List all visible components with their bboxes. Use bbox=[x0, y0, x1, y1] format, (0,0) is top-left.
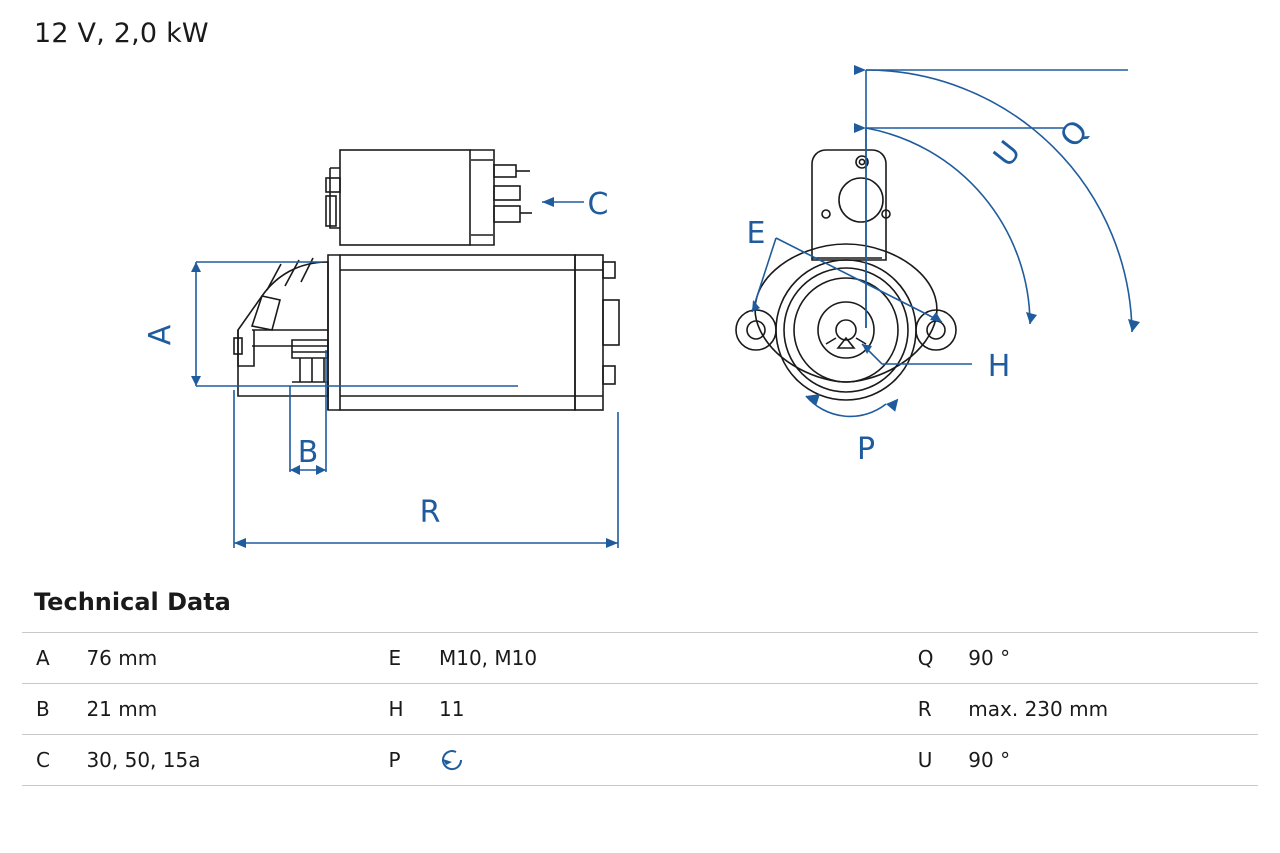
technical-data-heading: Technical Data bbox=[34, 588, 231, 616]
row-key-h: H bbox=[374, 684, 425, 735]
dimension-label-r: R bbox=[419, 495, 441, 530]
row-value-e: M10, M10 bbox=[425, 633, 904, 684]
dimension-label-u: U bbox=[986, 134, 1029, 174]
row-value-b: 21 mm bbox=[72, 684, 374, 735]
page-title: 12 V, 2,0 kW bbox=[34, 18, 209, 49]
technical-data-table bbox=[22, 632, 1258, 786]
row-value-a: 76 mm bbox=[72, 633, 374, 684]
dimension-label-p: P bbox=[856, 432, 876, 467]
table-row bbox=[22, 684, 1258, 735]
row-value-p bbox=[425, 735, 904, 786]
row-value-c: 30, 50, 15a bbox=[72, 735, 374, 786]
row-value-r: max. 230 mm bbox=[954, 684, 1258, 735]
row-value-h: 11 bbox=[425, 684, 904, 735]
row-key-c: C bbox=[22, 735, 72, 786]
dimension-label-h: H bbox=[987, 349, 1011, 384]
rotation-counterclockwise-icon bbox=[439, 747, 465, 773]
table-row bbox=[22, 735, 1258, 786]
dimension-label-b: B bbox=[297, 435, 319, 470]
row-value-u: 90 ° bbox=[954, 735, 1258, 786]
row-key-a: A bbox=[22, 633, 72, 684]
row-key-q: Q bbox=[904, 633, 955, 684]
row-key-r: R bbox=[904, 684, 955, 735]
dimension-label-c: C bbox=[587, 187, 609, 222]
row-key-p: P bbox=[374, 735, 425, 786]
dimension-label-q: Q bbox=[1053, 114, 1096, 155]
dimension-label-a: A bbox=[143, 324, 178, 346]
row-key-b: B bbox=[22, 684, 72, 735]
row-value-q: 90 ° bbox=[954, 633, 1258, 684]
table-row bbox=[22, 633, 1258, 684]
row-key-u: U bbox=[904, 735, 955, 786]
dimension-label-e: E bbox=[746, 216, 766, 251]
row-key-e: E bbox=[374, 633, 425, 684]
